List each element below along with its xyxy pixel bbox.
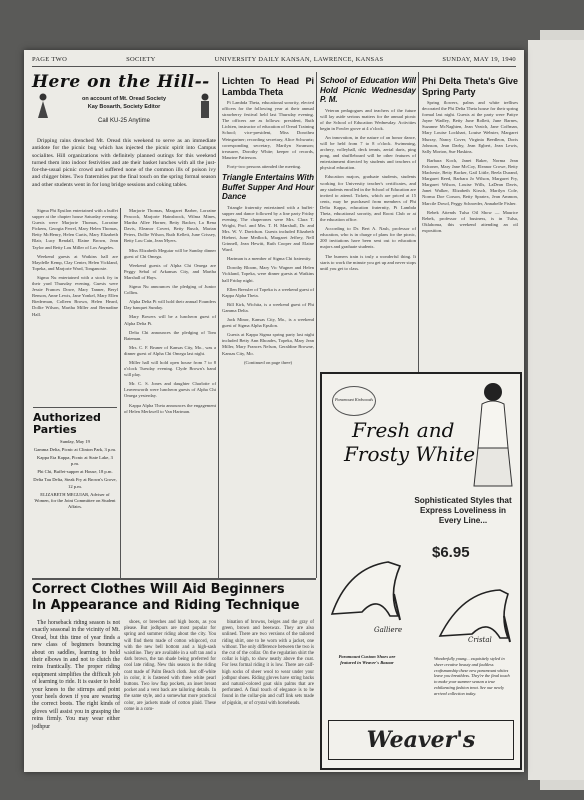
authorized-party-item: ELIZABETH MEGUIAR, Adviser of Women, for the Joint Committee on Student Affairs. — [34, 491, 116, 509]
ad-price: $6.95 — [432, 544, 470, 561]
clothes-headline-1: Correct Clothes Will Aid Beginners — [32, 582, 285, 597]
page-edge — [528, 40, 584, 780]
call-line: Call KU-25 Anytime — [97, 118, 151, 124]
ad-caption-left: Paramount Custom Shoes are featured in Weaver's Bazaar — [338, 654, 396, 665]
triangle-body: Triangle fraternity entertained with a buffet-supper and dance followed by a line party Friday evening. The chaperones were Mrs. Clara T. Wright, Prof. and Mrs. T. H. Marshall, Dr. and Mrs. W. V. Davidson. Guests included Elizabeth Hiebert, June Medlock, Margaret Jeffrey, Nell Grinnell, Jean Hewitt, Ruth Cooper and Elaine Ward. — [222, 204, 314, 253]
hill-title: Here on the Hill-- — [32, 72, 210, 92]
authorized-party-item: Kappa Eta Kappa, Picnic at State Lake, 3 p.m. — [37, 455, 113, 467]
section-name: SOCIETY — [126, 56, 156, 63]
paper-name: UNIVERSITY DAILY KANSAN, LAWRENCE, KANSAS — [214, 56, 384, 63]
ad-headline: Sophisticated Styles that Express Loveliness in Every Line... — [414, 496, 512, 525]
note-item: Mr. C. S. Jones and daughter Charlotte of Leavenworth were luncheon guests of Alpha Chi Omega yesterday. — [124, 381, 216, 399]
clothes-text: The horseback riding season is not exactly seasonal in the vicinity of Mt. Oread, but this time of year finds a new class of beginners bouncing about on saddles, learning to hold their elbows in and not to clutch the reins frantically. The proper riding equipment simplifies the difficult job of learning to ride. It is easier to hold your knees to the stirrups and point your heels down if you are wearing the correct boots. The right kinds of gloves will assist you in grasping the reins firmly. You may wear either jodhpur — [32, 620, 120, 730]
shoe-label-right: Cristal — [468, 636, 492, 644]
clothes-column-1 — [32, 620, 120, 734]
note-item: Dorothy Bloom, Mary Vic Wagner and Helen Vickland, Topeka, were dinner guests at Watkins hall Friday night. — [222, 265, 314, 283]
paramount-badge — [332, 386, 376, 416]
school-body: Education majors, graduate students, students working for University teacher's certificates, and any students enrolled in the School of Education are invited to attend. Tickets, which are priced at 15 cents, may be purchased from members of Phi Delta Kappa, education fraternity, Pi Lambda Theta, educational sorority, and Roost Club or at the education office. — [320, 174, 416, 223]
lichten-headline: Lichten To Head Pi Lambda Theta — [222, 76, 314, 97]
shoe-label-left: Galliere — [374, 626, 403, 634]
column-rule — [316, 72, 317, 578]
note-item: Weekend guests of Alpha Chi Omega are Peggy Sebal of Arkansas City, and Martha Marshall of Hays. — [124, 262, 216, 280]
column-rule — [418, 72, 419, 372]
hill-item: Sigma Phi Epsilon entertained with a buffet supper at the chapter house Saturday evening. Guests were Marjorie Thomas, Lorraine Pickens, Georgia Ferrel, Mary Helen Thomas, Betty McHenry, Helen Curtis, Mary Elizabeth Blair, Lucy Rendall, Elaine Brown, Jean Taylor and Betty Lou Miller of Los Angeles. — [32, 208, 118, 250]
note-item: Hartman is a member of Sigma Chi fraternity. — [227, 256, 312, 262]
school-headline: School of Education Will Hold Picnic Wednesday P. M. — [320, 76, 416, 104]
ad-script-line-2: Frosty White — [344, 442, 476, 466]
note-item: Ellen Bressler of Topeka is a weekend guest of Kappa Alpha Theta. — [222, 286, 314, 298]
note-item: Guests at Kappa Sigma spring party last night included Betty Ann Rhoades, Topeka, Mary Jean Miller, Mary Frances Nelson, Geraldine Browne, Kansas City, Mo. — [222, 332, 314, 356]
school-body: According to Dr. Bert A. Nash, professor of education, who is in charge of plans for the picnic, 200 invitations have been sent out to education majors and graduate students. — [320, 226, 416, 250]
school-body: An innovation, in the nature of an honor dance, will be held from 7 to 8 o'clock. Swimming, archery, volleyball, deck tennis, aerial darts, ping pong, and shuffleboard will be other features of entertainment directed by students and teachers of physical education. — [320, 134, 416, 171]
note-item: Bill Kirk, Wichita, is a weekend guest of Phi Gamma Delta. — [222, 301, 314, 313]
hill-column — [32, 138, 216, 192]
hill-masthead — [32, 72, 216, 136]
newspaper-page — [24, 50, 524, 772]
authorized-party-item: Phi Chi, Buffet-supper at House, 18 p.m. — [37, 469, 113, 475]
school-body: Veteran pedagogues and teachers of the future will lay aside serious matters for the annual picnic of the School of Education Wednesday. Activities begin in Fowler grove at 4 o'clock. — [320, 107, 416, 131]
society-notes-column — [124, 208, 216, 418]
hill-item: Sigma Nu entertained with a stock fry in their yard Thursday evening. Guests were Jessie Frances Dowe, Mary Tanner, Beryl Benson, Anne Lewis, Jane Yonkel, Mary Ellen Biederman, Colleen Brown, Helen Heard, Dollie Wilson, Martha Miller and Bernadine Hall. — [32, 274, 118, 317]
note-item: Marjorie Thomas, Margaret Barber, Lorraine Peacock, Marjorie Hainsbrock, Wilma Mines, Martha Allee Horner, Betty Backer, La Rena Davis, Eleanor Covert, Betty Busch, Marian Peters, Dollie Wilson, Ruth Kellett, June Crissey, Betty Lou Cain, Jean Myers. — [124, 208, 216, 244]
authorized-party-item: Gamma Delta, Picnic at Clinton Park, 3 p.m. — [33, 447, 117, 453]
page-number: PAGE TWO — [32, 56, 68, 63]
continued-line: (Continued on page three) — [243, 359, 293, 365]
hill-item: Weekend guests at Watkins hall are Maydelle Kemp, Clay Center, Helen Vickland, Topeka, and Marjorie Ward, Tonganoxie. — [32, 253, 118, 271]
shoe-illustration-left — [328, 554, 408, 624]
column-three — [222, 74, 314, 366]
filler-item: The burners train is truly a wonderful thing. It starts to work the minute you get up and never stops until you get to class. — [320, 253, 416, 271]
weavers-advertisement — [320, 372, 522, 770]
column-five — [422, 74, 518, 237]
ad-script-line-1: Fresh and — [352, 418, 455, 442]
rebek-item: Rebek Attends Tulsa Oil Show — Maurice Rebek, professor of business, is in Tulsa, Oklahoma, this weekend attending an oil exposition. — [422, 209, 518, 233]
waiter-illustration — [194, 92, 216, 120]
clothes-column-2 — [124, 620, 216, 716]
clothes-text: bination of browns, beiges and the gray of green, brown and beeswax. They are also unlined. There are two versions of the tailored riding shirt, one to be worn with a jacket, one without. The only difference between the two is the cut of the collar. On the regulation shirt the collar is high, to show neatly above the coat. For less formal riding it is low. There are calf-high socks of sheer wool to wear under your jodhpur shoes. Riding gloves have string backs and natural-colored goat skin palms that are perforated. A final touch of elegance is to be found in the collar-pin and cuff link sets made of pigskin, or of crystal with horseheads. — [222, 620, 314, 706]
note-item: Kappa Alpha Theta announces the engagement of Helen Merkwell to Van Hartman. — [124, 402, 216, 414]
authorized-party-item: Delta Tau Delta, Steak Fry at Brown's Grove, 12 p.m. — [33, 477, 117, 489]
note-item: Sigma Nu announces the pledging of Junior Collins. — [124, 284, 216, 296]
clothes-headline-2: In Appearance and Riding Technique — [32, 598, 300, 613]
column-four — [320, 74, 416, 275]
note-item: Delta Chi announces the pledging of Tom Bateman. — [124, 329, 216, 341]
note-item: Mary Bowers will be a luncheon guest of Alpha Delta Pi. — [124, 314, 216, 326]
authorized-list — [33, 439, 117, 510]
note-item: Alpha Delta Pi will hold their annual Founders Day banquet Sunday. — [124, 299, 216, 311]
issue-date: SUNDAY, MAY 19, 1940 — [442, 56, 516, 63]
lichten-body-2: Forty-two persons attended the meeting. — [227, 163, 302, 169]
phidelta-body: Spring flowers, palms and white trellises decorated the Phi Delta Theta house for their spring formal last night. Guests at the party were Pattye Jayne Wadley, Betty June Rollett, June Barnes, Suzanne McNaghten, Jean Veatch, Jane Coffman, Mary Louise Lockhart, Louise Webster, Margaret Murray, Nancy Cover, Virginia Beedleon, Doris Johnson, Jean Darby, Jean Egbert, Jean Lewis, Sally Morton, Sue Haskins. — [422, 100, 518, 154]
note-item: Miss Elizabeth Meguiar will be Sunday dinner guest of Chi Omega. — [124, 247, 216, 259]
authorized-party-item: Sunday, May 19 — [60, 439, 90, 444]
note-item: Jack Minor, Kansas City, Mo., is a weekend guest of Sigma Alpha Epsilon. — [222, 317, 314, 329]
hill-column-narrow — [32, 208, 118, 321]
model-illustration — [468, 378, 518, 488]
authorized-title: Authorized Parties — [33, 411, 101, 436]
society-editor: Kay Bosarth, Society Editor — [87, 104, 161, 110]
phidelta-body: Barbara Koch, Janet Baker, Norma Jean Falconer, Mary Jane McCoy, Eleanor Crowe, Betty Machesie, Betty Backer, Gail Little, Beela Durand, Margaret Reed, Barbara Jo Wilson, Margaret Fry, Margaret Wilson, Louise Wills, LaDean Davis, Janet Walker, Elizabeth Kirsch, Marilyn Cole, Norma Doe Corson, Betty Spratex, Jean Ammon, Marcile Dowd, Peggy Schroeder, Annabelle Fisher. — [422, 157, 518, 206]
note-item: Miller hall will hold open house from 7 to 8 o'clock Tuesday evening. Clyde Brown's band will play. — [124, 359, 216, 378]
clothes-column-3 — [222, 620, 314, 710]
weavers-logo: Weaver's — [328, 720, 514, 760]
column-rule — [120, 208, 121, 578]
dancing-couple-illustration — [32, 92, 54, 120]
page-header — [32, 56, 516, 67]
ad-caption-right: Wonderfully young... exquisitely styled in sheer creative beauty and faultless craftsmanship these new paramount whites leave you breathless. They're the final touch to make your summer season a true exhilarating fashion treat. See our newly arrived collection today. — [434, 656, 510, 696]
column-rule — [33, 407, 117, 408]
section-rule — [32, 578, 316, 580]
clothes-text: shoes, or breeches and high boots, as you please. But jodhpurs are most popular for spring and summer riding about the city. You will find them made of cotton whipcord, cut with the new bell bottom and a high-sash waistline. They are available in a soft tan and a dark brown, the tan shade being preferred for cool late riding. New this season is the riding coat made of Palm Beach cloth. Just off-white in color, it is fastened with three white pearl buttons. Two low flap pockets, an inset breast pocket and a vent back are tailoring details. In the same style, and a somewhat more practical color, are jackets made of cotton plaid. These come in a com- — [124, 620, 216, 712]
phidelta-headline: Phi Delta Theta's Give Spring Party — [422, 76, 518, 97]
brand-name: Paramount Kirkwoods — [334, 397, 374, 402]
column-rule — [218, 72, 219, 578]
lichten-body: Pi Lambda Theta, educational sorority, elected officers for the following year at their annual strawberry festival held last Thursday evening. The officers are as follows: president, Ruth Lichten, instructor of education of Oread Training School; vice-president, Miss Dorothea Weingartner; recording secretary, Alice Schwartz; corresponding secretary, Marilyn Swanson; treasurer, Dorothy White; keeper of records, Maurine Patterson. — [222, 100, 314, 160]
authorized-parties-box — [33, 410, 117, 512]
triangle-headline: Triangle Entertains With Buffet Supper And Hour Dance — [222, 173, 314, 202]
hill-lead: Dripping rains drenched Mt. Oread this weekend to serve as an immediate antidote for the picnic bug which has injected the picnic spirit into Campus socialites. Hill organizations with definitely planned outings for this weekend turned them into indoor festivities and ate their basket lunches with all the just-for-the-usual picnic crowd and suffered none of the common ills of poison ivy and chigger bites. Two fraternities put the final touch on the spring formal season and other students went in for long bridge sessions and coking tables. — [32, 138, 216, 188]
hill-subtitle: on account of Mt. Oread Society — [81, 96, 167, 102]
note-item: Mrs. C. F. Bruner of Kansas City, Mo., was a dinner guest of Alpha Chi Omega last night. — [124, 344, 216, 356]
